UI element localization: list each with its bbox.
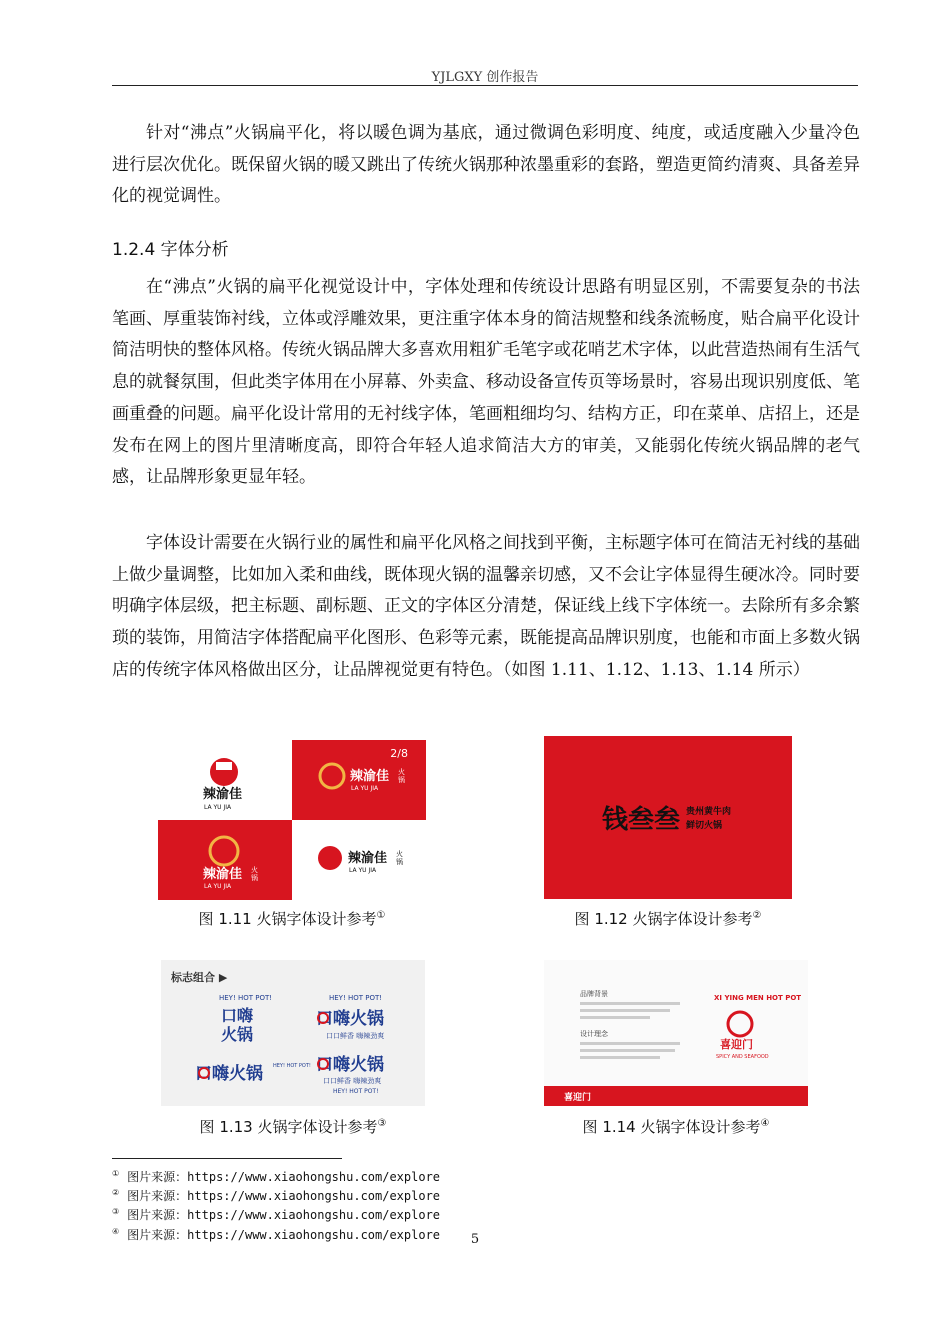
svg-text:HEY! HOT POT!: HEY! HOT POT!	[329, 994, 383, 1002]
figure-1-13-graphic	[161, 960, 425, 1106]
pot-icon	[318, 846, 342, 870]
brand-name: 辣渝佳	[350, 769, 390, 784]
svg-text:锅: 锅	[396, 858, 403, 866]
svg-text:LA YU JIA: LA YU JIA	[204, 883, 232, 890]
header-rule	[112, 85, 858, 86]
svg-text:辣渝佳: 辣渝佳	[348, 851, 388, 866]
section-heading: 1.2.4 字体分析	[112, 240, 229, 260]
figure-1-12-graphic	[544, 736, 792, 899]
svg-text:LA YU JIA: LA YU JIA	[349, 867, 377, 874]
paragraph-3: 字体设计需要在火锅行业的属性和扁平化风格之间找到平衡，主标题字体可在简洁无衬线的基础上做少量调整，比如加入柔和曲线，既体现火锅的温馨亲切感，又不会让字体显得生硬冰冷。同时要明确字体层级，把主标题、副标题、正文的字体区分清楚，保证线上线下字体统一。去除所有多余繁琐的装饰，用简洁字体搭配扁平化图形、色彩等元素，既能提高品牌识别度，也能和市面上多数火锅店的传统字体风格做出区分，让品牌视觉更有特色。（如图 1.11、1.12、1.13、1.14 所示）	[112, 533, 860, 680]
svg-text:火: 火	[396, 850, 403, 858]
svg-text:贵州黄牛肉: 贵州黄牛肉	[686, 807, 732, 817]
caption-1-11: 图 1.11 火锅字体设计参考①	[198, 910, 386, 928]
svg-text:辣渝佳: 辣渝佳	[203, 867, 243, 882]
figure-1-12	[544, 736, 792, 899]
svg-text:口口鲜香 嗨辣劲爽: 口口鲜香 嗨辣劲爽	[326, 1032, 385, 1040]
svg-text:LA YU JIA: LA YU JIA	[351, 785, 379, 792]
svg-text:鲜切火锅: 鲜切火锅	[686, 821, 723, 831]
svg-text:SPICY AND SEAFOOD: SPICY AND SEAFOOD	[716, 1054, 769, 1060]
svg-text:HEY! HOT POT!: HEY! HOT POT!	[273, 1063, 311, 1069]
running-header: YJLGXY 创作报告	[431, 70, 539, 85]
figure-1-11	[158, 740, 426, 900]
figure-1-14-graphic	[544, 960, 808, 1106]
footnote-item: ③ 图片来源：https://www.xiaohongshu.com/explore	[112, 1207, 441, 1223]
figure-1-13	[161, 960, 425, 1106]
svg-text:口嗨火锅: 口嗨火锅	[316, 1009, 384, 1029]
svg-text:口嗨火锅: 口嗨火锅	[316, 1055, 384, 1075]
svg-text:锅: 锅	[398, 776, 405, 784]
svg-text:口口鲜香 嗨辣劲爽: 口口鲜香 嗨辣劲爽	[323, 1077, 382, 1085]
brand-name: 辣渝佳	[203, 787, 243, 802]
svg-text:口嗨火锅: 口嗨火锅	[195, 1064, 263, 1084]
svg-text:设计理念: 设计理念	[580, 1030, 608, 1038]
combo-label: 标志组合 ▶	[171, 971, 228, 984]
page-number: 5	[470, 1232, 480, 1247]
brand-name: 钱叁叁	[602, 805, 681, 835]
page-badge: 2/8	[390, 747, 408, 760]
svg-text:喜迎门: 喜迎门	[720, 1038, 753, 1051]
footnote-item: ① 图片来源：https://www.xiaohongshu.com/explore	[112, 1169, 441, 1184]
figure-1-11-graphic	[158, 740, 426, 900]
svg-text:火锅: 火锅	[221, 1025, 254, 1044]
svg-text:HEY! HOT POT!: HEY! HOT POT!	[333, 1088, 379, 1095]
svg-text:锅: 锅	[251, 874, 258, 882]
caption-1-12: 图 1.12 火锅字体设计参考②	[574, 910, 762, 928]
footnote-rule	[112, 1158, 342, 1159]
paragraph-1: 针对“沸点”火锅扁平化，将以暖色调为基底，通过微调色彩明度、纯度，或适度融入少量冷色进行层次优化。既保留火锅的暖又跳出了传统火锅那种浓墨重彩的套路，塑造更简约清爽、具备差异化的视觉调性。	[112, 123, 860, 207]
svg-text:HEY! HOT POT!: HEY! HOT POT!	[219, 994, 273, 1002]
footnote-item: ② 图片来源：https://www.xiaohongshu.com/explore	[112, 1188, 441, 1204]
svg-text:口嗨: 口嗨	[221, 1006, 254, 1025]
paragraph-2: 在“沸点”火锅的扁平化视觉设计中，字体处理和传统设计思路有明显区别，不需要复杂的书法笔画、厚重装饰衬线，立体或浮雕效果，更注重字体本身的简洁规整和线条流畅度，贴合扁平化设计简洁明快的整体风格。传统火锅品牌大多喜欢用粗犷毛笔字或花哨艺术字体，以此营造热闹有生活气息的就餐氛围，但此类字体用在小屏幕、外卖盒、移动设备宣传页等场景时，容易出现识别度低、笔画重叠的问题。扁平化设计常用的无衬线字体，笔画粗细均匀、结构方正，印在菜单、店招上，还是发布在网上的图片里清晰度高，即符合年轻人追求简洁大方的审美，又能弱化传统火锅品牌的老气感，让品牌形象更显年轻。	[112, 277, 860, 488]
caption-1-14: 图 1.14 火锅字体设计参考④	[582, 1118, 770, 1136]
figure-1-14	[544, 960, 808, 1106]
footnote-item: ④ 图片来源：https://www.xiaohongshu.com/explore	[112, 1226, 441, 1242]
caption-1-13: 图 1.13 火锅字体设计参考③	[199, 1118, 387, 1136]
svg-text:品牌背景: 品牌背景	[580, 990, 608, 998]
svg-text:喜迎门: 喜迎门	[564, 1093, 592, 1103]
brand-pinyin: LA YU JIA	[204, 804, 232, 811]
svg-text:火: 火	[398, 768, 405, 776]
svg-text:XI YING MEN HOT POT: XI YING MEN HOT POT	[714, 994, 802, 1002]
svg-text:火: 火	[251, 866, 258, 874]
